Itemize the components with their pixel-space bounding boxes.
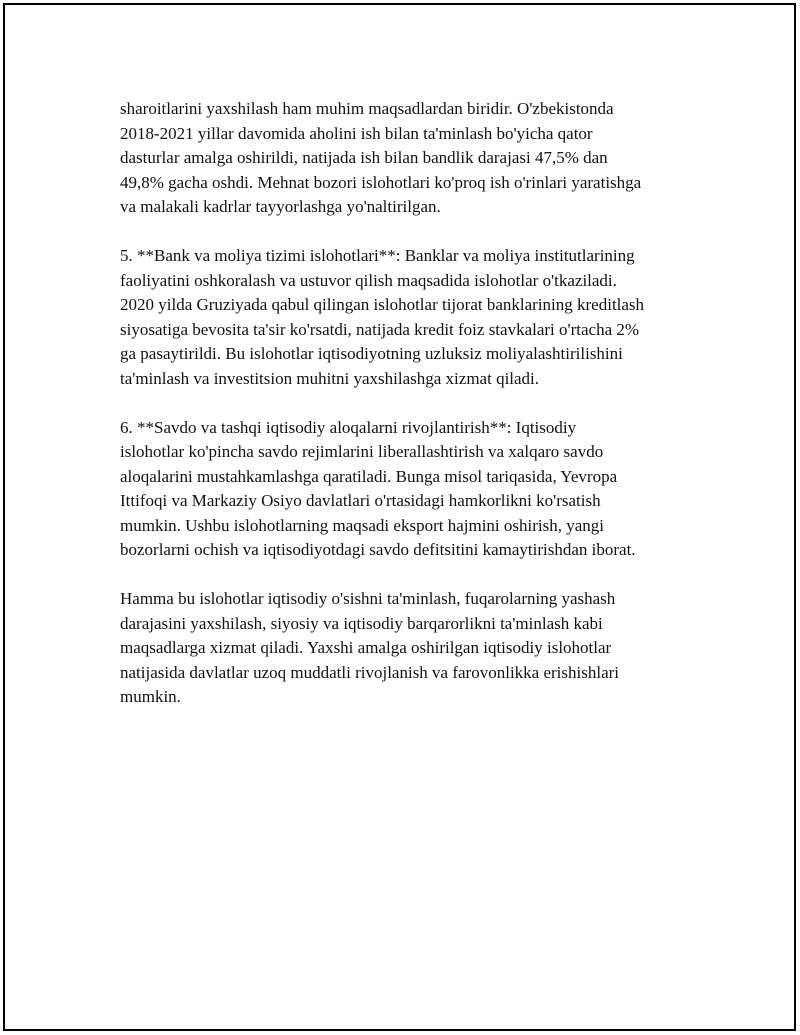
paragraph-spacer bbox=[120, 391, 700, 416]
text-line: 6. **Savdo va tashqi iqtisodiy aloqalarni rivojlantirish**: Iqtisodiy bbox=[120, 417, 577, 437]
text-line: islohotlar ko'pincha savdo rejimlarini liberallashtirish va xalqaro savdo bbox=[120, 442, 604, 461]
text-line: aloqalarini mustahkamlashga qaratiladi. Bunga misol tariqasida, Yevropa bbox=[120, 466, 618, 486]
paragraph-labor-market bbox=[120, 97, 700, 220]
paragraph-bank-reforms bbox=[120, 244, 700, 391]
text-line: Hamma bu islohotlar iqtisodiy o'sishni ta'minlash, fuqarolarning yashash bbox=[120, 589, 616, 608]
text-line: siyosatiga bevosita ta'sir ko'rsatdi, natijada kredit foiz stavkalari o'rtacha 2% bbox=[120, 319, 640, 339]
text-line: faoliyatini oshkoralash va ustuvor qilish maqsadida islohotlar o'tkaziladi. bbox=[120, 270, 617, 290]
text-line: 2020 yilda Gruziyada qabul qilingan islohotlar tijorat banklarining kreditlash bbox=[120, 295, 645, 314]
paragraph-spacer bbox=[120, 563, 700, 588]
paragraph-spacer bbox=[120, 220, 700, 245]
text-line: ga pasaytirildi. Bu islohotlar iqtisodiyotning uzluksiz moliyalashtirilishini bbox=[120, 344, 623, 363]
text-line: 5. **Bank va moliya tizimi islohotlari**: Banklar va moliya institutlarining bbox=[120, 246, 635, 265]
text-line: bozorlarni ochish va iqtisodiyotdagi savdo defitsitini kamaytirishdan iborat. bbox=[120, 540, 636, 559]
text-line: maqsadlarga xizmat qiladi. Yaxshi amalga oshirilgan iqtisodiy islohotlar bbox=[120, 638, 612, 657]
page-frame bbox=[3, 3, 796, 1031]
text-line: Ittifoqi va Markaziy Osiyo davlatlari o'rtasidagi hamkorlikni ko'rsatish bbox=[120, 491, 601, 510]
document-body bbox=[120, 97, 700, 710]
text-line: darajasini yaxshilash, siyosiy va iqtisodiy barqarorlikni ta'minlash kabi bbox=[120, 613, 603, 633]
text-line: sharoitlarini yaxshilash ham muhim maqsadlardan biridir. O'zbekistonda bbox=[120, 99, 614, 118]
text-line: dasturlar amalga oshirildi, natijada ish bilan bandlik darajasi 47,5% dan bbox=[120, 148, 608, 167]
text-line: ta'minlash va investitsion muhitni yaxshilashga xizmat qiladi. bbox=[120, 368, 540, 388]
text-line: natijasida davlatlar uzoq muddatli rivojlanish va farovonlikka erishishlari bbox=[120, 662, 620, 682]
text-line: va malakali kadrlar tayyorlashga yo'naltirilgan. bbox=[120, 197, 441, 216]
paragraph-trade-reforms bbox=[120, 416, 700, 563]
text-line: 2018-2021 yillar davomida aholini ish bilan ta'minlash bo'yicha qator bbox=[120, 123, 593, 143]
text-line: mumkin. bbox=[120, 687, 181, 706]
text-line: 49,8% gacha oshdi. Mehnat bozori islohotlari ko'proq ish o'rinlari yaratishga bbox=[120, 172, 642, 192]
text-line: mumkin. Ushbu islohotlarning maqsadi eksport hajmini oshirish, yangi bbox=[120, 515, 604, 535]
paragraph-conclusion bbox=[120, 587, 700, 710]
